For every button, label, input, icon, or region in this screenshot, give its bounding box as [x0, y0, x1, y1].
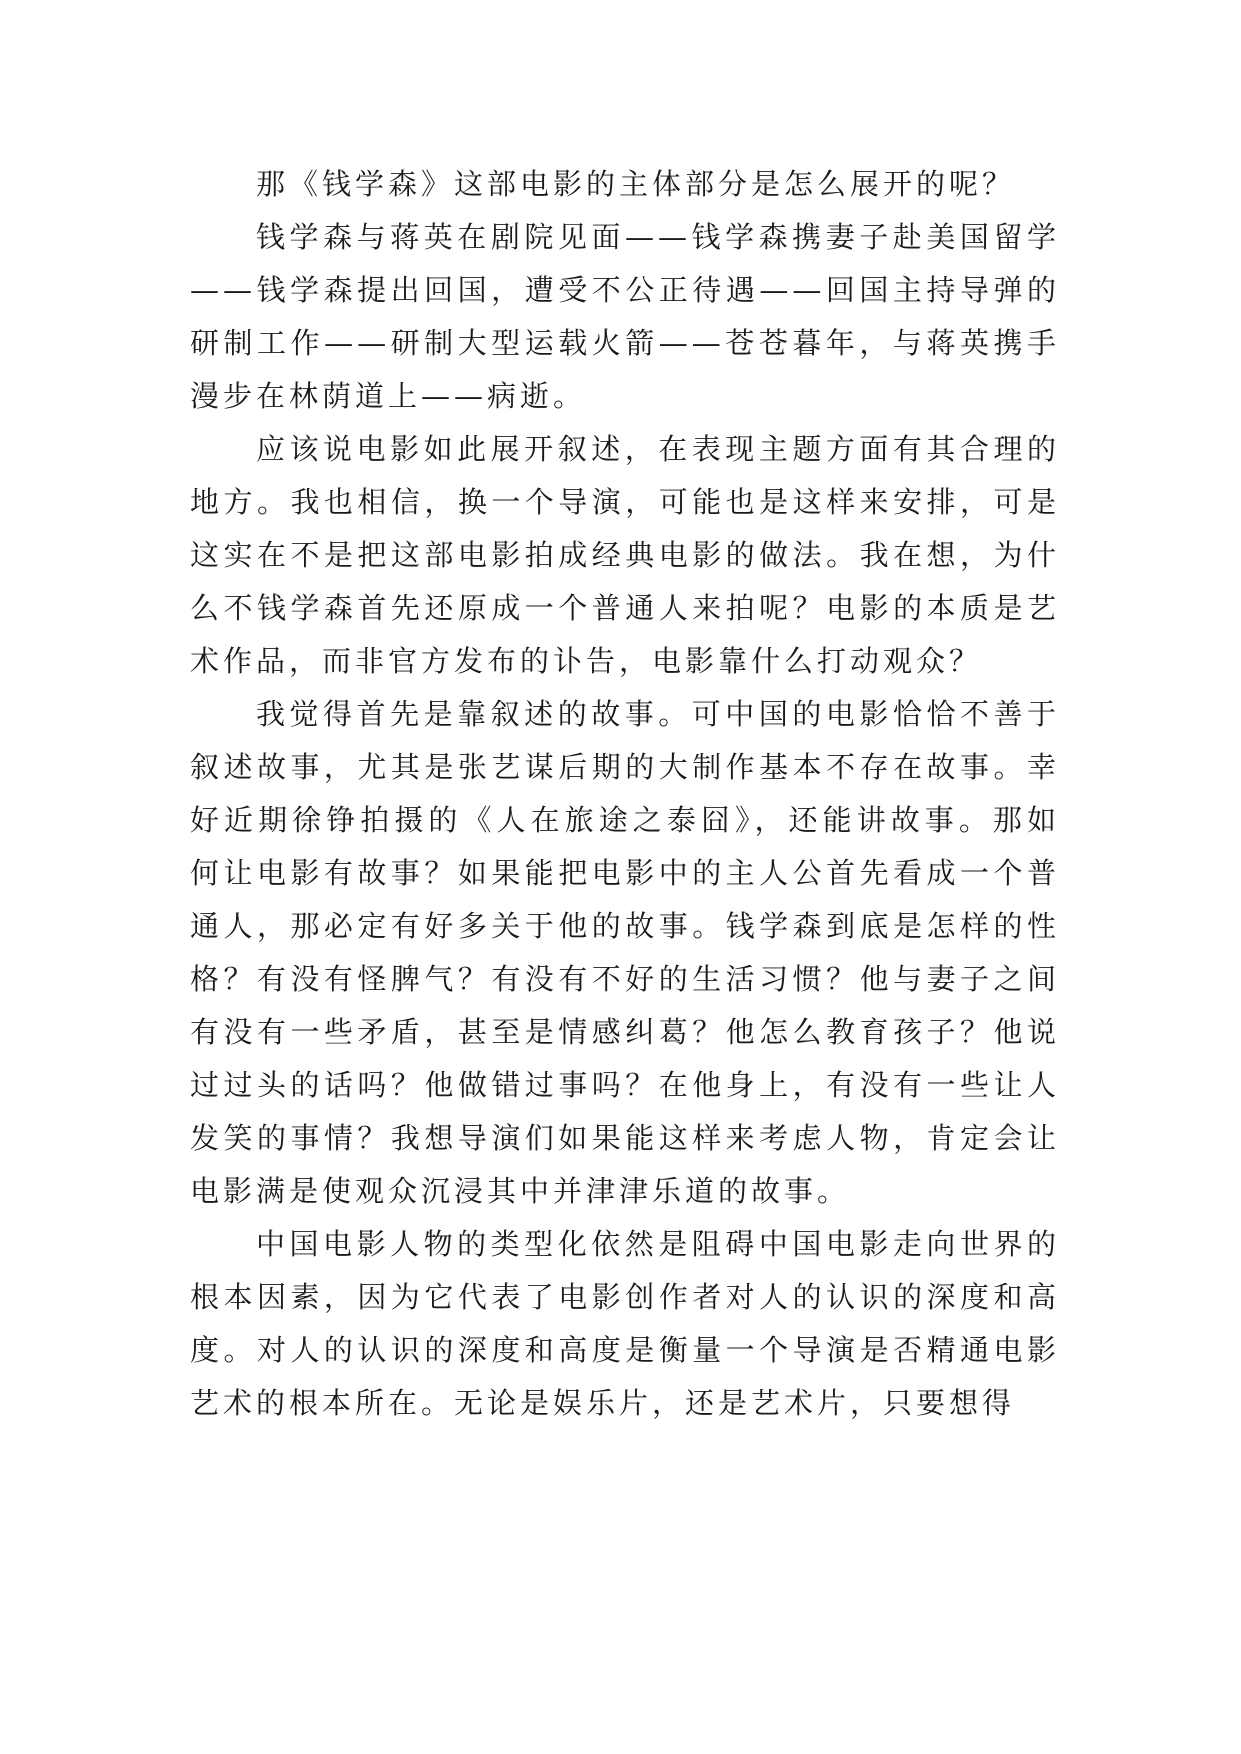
paragraph-narrative-critique: 应该说电影如此展开叙述，在表现主题方面有其合理的地方。我也相信，换一个导演，可能也是这样来安排，可是这实在不是把这部电影拍成经典电影的做法。我在想，为什么不钱学森首先还原成一个普通人来拍呢？电影的本质是艺术作品，而非官方发布的讣告，电影靠什么打动观众？: [190, 432, 1060, 678]
paragraph-storytelling: 我觉得首先是靠叙述的故事。可中国的电影恰恰不善于叙述故事，尤其是张艺谋后期的大制作基本不存在故事。幸好近期徐铮拍摄的《人在旅途之泰囧》，还能讲故事。那如何让电影有故事？如果能把电影中的主人公首先看成一个普通人，那必定有好多关于他的故事。钱学森到底是怎样的性格？有没有怪脾气？有没有不好的生活习惯？他与妻子之间有没有一些矛盾，甚至是情感纠葛？他怎么教育孩子？他说过过头的话吗？他做错过事吗？在他身上，有没有一些让人发笑的事情？我想导演们如果能这样来考虑人物，肯定会让电影满是使观众沉浸其中并津津乐道的故事。: [190, 697, 1060, 1208]
paragraph-plot-outline: 钱学森与蒋英在剧院见面——钱学森携妻子赴美国留学——钱学森提出回国，遭受不公正待遇——回国主持导弹的研制工作——研制大型运载火箭——苍苍暮年，与蒋英携手漫步在林荫道上——病逝。: [190, 220, 1060, 413]
paragraph-character-typing: 中国电影人物的类型化依然是阻碍中国电影走向世界的根本因素，因为它代表了电影创作者对人的认识的深度和高度。对人的认识的深度和高度是衡量一个导演是否精通电影艺术的根本所在。无论是娱乐片，还是艺术片，只要想得: [190, 1227, 1060, 1420]
paragraph-intro-question: 那《钱学森》这部电影的主体部分是怎么展开的呢？: [256, 167, 1016, 201]
article-body: [190, 158, 1060, 1430]
